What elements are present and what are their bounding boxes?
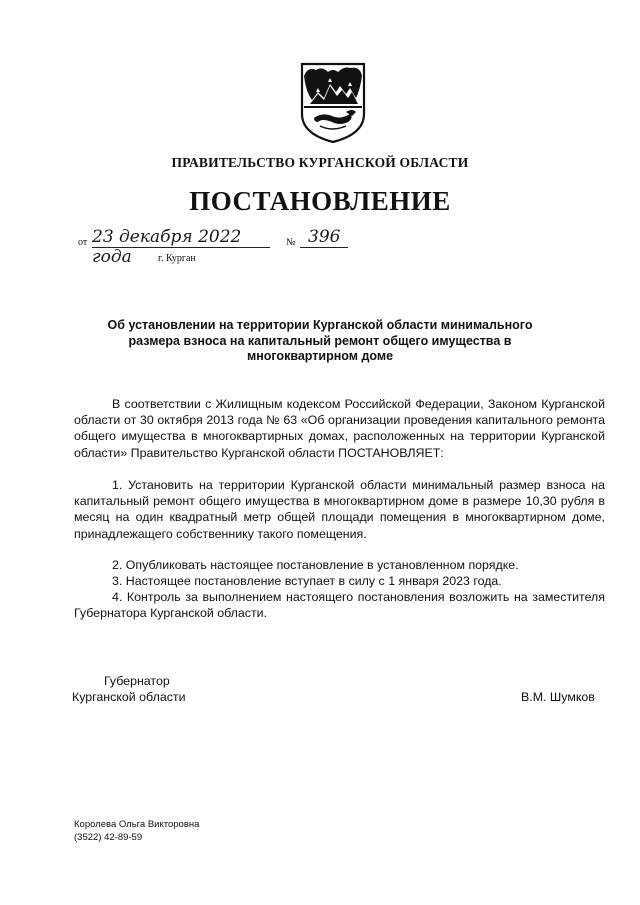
handwritten-number: 396 [308,227,341,247]
item-3-paragraph: 3. Настоящее постановление вступает в силу с 1 января 2023 года. [112,574,502,588]
title-line: размера взноса на капитальный ремонт общего имущества в [128,333,512,348]
item-2-paragraph: 2. Опубликовать настоящее постановление в установленном порядке. [112,558,519,572]
number-field [300,227,348,248]
document-type: ПОСТАНОВЛЕНИЕ [189,186,451,216]
document-title [70,318,570,365]
title-line: многоквартирном доме [246,349,394,363]
coat-of-arms-icon [300,62,366,144]
handwritten-date: 23 декабря 2022 года [92,227,242,267]
date-prefix: от [78,237,88,248]
signatory-position-line1: Губернатор [104,674,170,688]
title-line: Об установлении на территории Курганской области минимального [107,318,533,332]
signatory-position-line2: Курганской области [72,690,186,704]
city-label: г. Курган [158,253,196,264]
government-name: ПРАВИТЕЛЬСТВО КУРГАНСКОЙ ОБЛАСТИ [171,155,469,170]
signatory-name: В.М. Шумков [521,690,595,704]
preamble-paragraph: В соответствии с Жилищным кодексом Российской Федерации, Законом Курганской области от 30 октября 2013 года № 63 «Об организации проведения капитального ремонта общего имущества в многоквартирных домах, расположенных на территории Курганской области» Правительство Курганской области ПОСТАНОВЛЯЕТ: [74,397,605,460]
item-4-paragraph: 4. Контроль за выполнением настоящего постановления возложить на заместителя Губернатора Курганской области. [74,590,605,621]
item-1-paragraph: 1. Установить на территории Курганской области минимальный размер взноса на капитальный ремонт общего имущества в многоквартирном доме в размере 10,30 рубля в месяц на один квадратный метр общей площади помещения в многоквартирном доме, принадлежащего собственнику такого помещения. [74,478,605,541]
executor-phone: (3522) 42-89-59 [74,832,143,843]
executor-name: Королева Ольга Викторовна [74,819,200,830]
number-prefix: № [286,237,296,248]
